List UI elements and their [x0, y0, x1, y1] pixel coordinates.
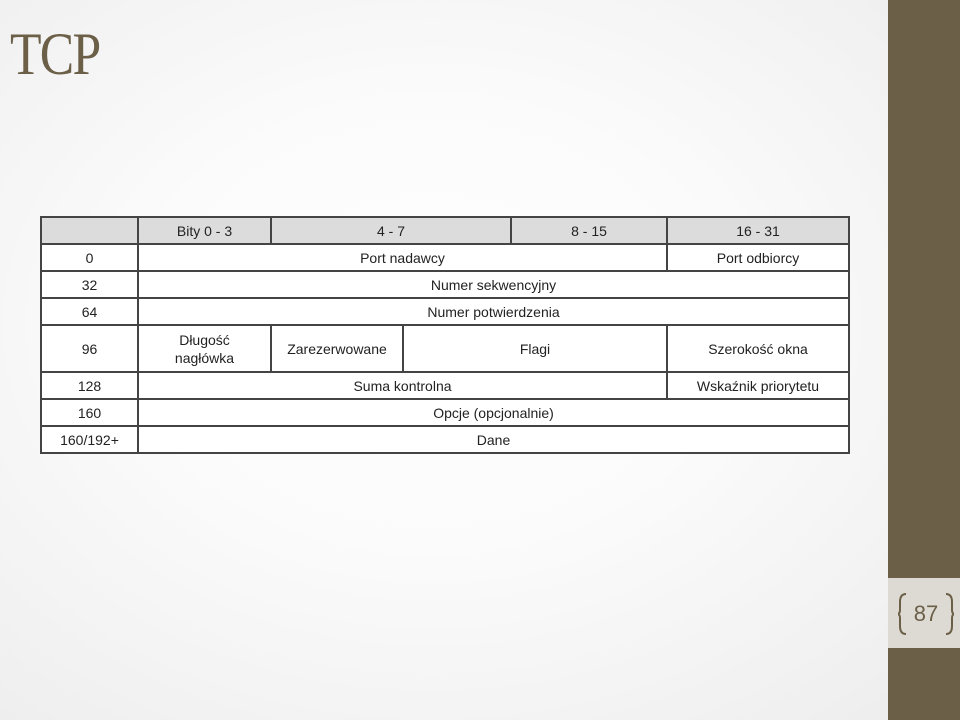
header-length-label: Długość nagłówka — [174, 331, 235, 366]
table-header-row — [41, 217, 849, 244]
row-offset: 96 — [41, 325, 138, 372]
header-length-cell — [138, 325, 271, 372]
row-offset: 160/192+ — [41, 426, 138, 453]
row-offset: 64 — [41, 298, 138, 325]
header-cell-bits-0-3: Bity 0 - 3 — [138, 217, 271, 244]
tcp-header-table — [40, 216, 850, 454]
reserved-flags-cell — [271, 325, 667, 372]
row-offset: 32 — [41, 271, 138, 298]
reserved-cell: Zarezerwowane — [272, 326, 404, 371]
row-offset: 0 — [41, 244, 138, 271]
flags-cell: Flagi — [519, 340, 551, 357]
data-cell: Dane — [138, 426, 849, 453]
table-row — [41, 426, 849, 453]
ack-number-cell: Numer potwierdzenia — [138, 298, 849, 325]
table-row — [41, 399, 849, 426]
dest-port-cell: Port odbiorcy — [667, 244, 849, 271]
header-cell-bits-4-7: 4 - 7 — [271, 217, 511, 244]
page-number: 87 — [913, 601, 939, 626]
source-port-cell: Port nadawcy — [138, 244, 667, 271]
table-row — [41, 325, 849, 372]
urgent-pointer-cell: Wskaźnik priorytetu — [667, 372, 849, 399]
page-number-frame — [898, 592, 954, 636]
checksum-cell: Suma kontrolna — [138, 372, 667, 399]
table-row — [41, 298, 849, 325]
options-cell: Opcje (opcjonalnie) — [138, 399, 849, 426]
slide-title: TCP — [10, 21, 100, 87]
table-row — [41, 244, 849, 271]
row-offset: 160 — [41, 399, 138, 426]
window-size-cell: Szerokość okna — [667, 325, 849, 372]
header-cell-bits-8-15: 8 - 15 — [511, 217, 667, 244]
table-row — [41, 271, 849, 298]
sequence-number-cell: Numer sekwencyjny — [138, 271, 849, 298]
table-row — [41, 372, 849, 399]
row-offset: 128 — [41, 372, 138, 399]
header-cell-bits-16-31: 16 - 31 — [667, 217, 849, 244]
header-cell-offset — [41, 217, 138, 244]
